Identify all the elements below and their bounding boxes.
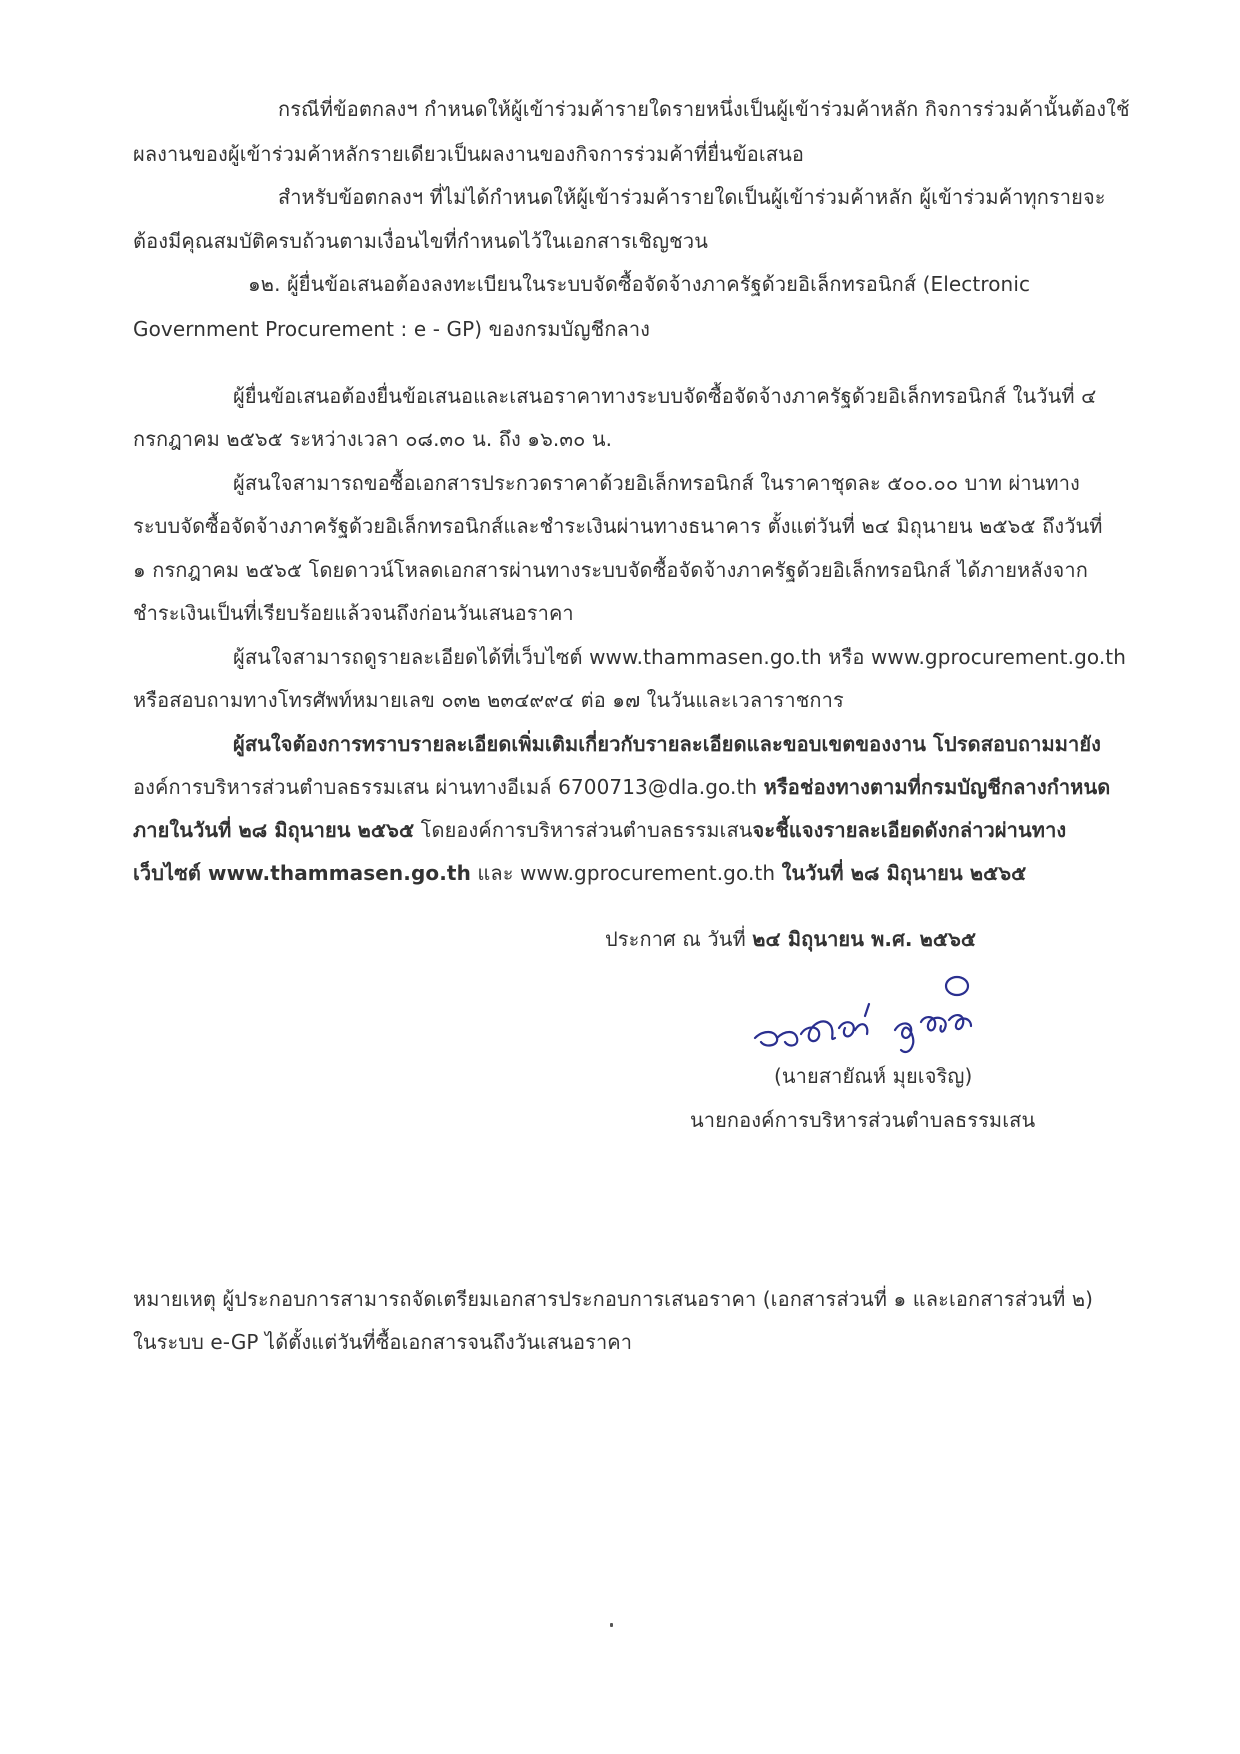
paragraph-text-bold: จะชี้แจงรายละเอียดดังกล่าวผ่านทาง	[752, 818, 1067, 842]
paragraph-text: และ www.gprocurement.go.th	[477, 861, 776, 885]
paragraph-line: ระบบจัดซื้อจัดจ้างภาครัฐด้วยอิเล็กทรอนิกส์และชำระเงินผ่านทางธนาคาร ตั้งแต่วันที่ ๒๔ มิถุนายน ๒๕๖๕ ถึงวันที่	[133, 514, 1103, 538]
paragraph-text-bold: ในวันที่ ๒๘ มิถุนายน ๒๕๖๕	[781, 861, 1027, 885]
paragraph-line: ผู้สนใจต้องการทราบรายละเอียดเพิ่มเติมเกี่ยวกับรายละเอียดและขอบเขตของงาน โปรดสอบถามมายัง	[233, 732, 1102, 756]
paragraph-line	[133, 858, 1026, 888]
paragraph-line	[133, 815, 1066, 845]
paragraph-line: ชำระเงินเป็นที่เรียบร้อยแล้วจนถึงก่อนวันเสนอราคา	[133, 601, 574, 625]
paragraph-line: ผู้ยื่นข้อเสนอต้องยื่นข้อเสนอและเสนอราคาทางระบบจัดซื้อจัดจ้างภาครัฐด้วยอิเล็กทรอนิกส์ ในวันที่ ๔	[233, 384, 1097, 408]
item-12-line: ๑๒. ผู้ยื่นข้อเสนอต้องลงทะเบียนในระบบจัดซื้อจัดจ้างภาครัฐด้วยอิเล็กทรอนิกส์ (Electronic	[248, 272, 1031, 296]
paragraph-line: สำหรับข้อตกลงฯ ที่ไม่ได้กำหนดให้ผู้เข้าร่วมค้ารายใดเป็นผู้เข้าร่วมค้าหลัก ผู้เข้าร่วมค้าทุกรายจะ	[278, 185, 1106, 209]
paragraph-text: องค์การบริหารส่วนตำบลธรรมเสน ผ่านทางอีเมล์ 6700713@dla.go.th	[133, 775, 758, 799]
paragraph-text-bold: เว็บไซต์ www.thammasen.go.th	[133, 861, 471, 885]
paragraph-line: หรือสอบถามทางโทรศัพท์หมายเลข ๐๓๒ ๒๓๔๙๙๔ ต่อ ๑๗ ในวันและเวลาราชการ	[133, 688, 844, 712]
paragraph-text: โดยองค์การบริหารส่วนตำบลธรรมเสน	[420, 818, 753, 842]
signer-name: (นายสายัณห์ มุยเจริญ)	[774, 1064, 973, 1088]
paragraph-line	[133, 772, 1110, 802]
scan-speck	[610, 1623, 613, 1627]
note-line: ในระบบ e-GP ได้ตั้งแต่วันที่ซื้อเอกสารจนถึงวันเสนอราคา	[133, 1330, 633, 1354]
paragraph-text-bold: ภายในวันที่ ๒๘ มิถุนายน ๒๕๖๕	[133, 818, 415, 842]
paragraph-line: ๑ กรกฎาคม ๒๕๖๕ โดยดาวน์โหลดเอกสารผ่านทางระบบจัดซื้อจัดจ้างภาครัฐด้วยอิเล็กทรอนิกส์ ได้ภายหลังจาก	[133, 558, 1088, 582]
paragraph-line: ผู้สนใจสามารถดูรายละเอียดได้ที่เว็บไซต์ www.thammasen.go.th หรือ www.gprocurement.go.th	[233, 645, 1127, 669]
paragraph-line: ต้องมีคุณสมบัติครบถ้วนตามเงื่อนไขที่กำหนดไว้ในเอกสารเชิญชวน	[133, 229, 708, 253]
item-12-line: Government Procurement : e - GP) ของกรมบัญชีกลาง	[133, 317, 651, 341]
paragraph-line: กรกฎาคม ๒๕๖๕ ระหว่างเวลา ๐๘.๓๐ น. ถึง ๑๖.๓๐ น.	[133, 427, 613, 451]
paragraph-text-bold: หรือช่องทางตามที่กรมบัญชีกลางกำหนด	[763, 775, 1111, 799]
note-line: หมายเหตุ ผู้ประกอบการสามารถจัดเตรียมเอกสารประกอบการเสนอราคา (เอกสารส่วนที่ ๑ และเอกสารส่วนที่ ๒)	[133, 1287, 1094, 1311]
announcement-label: ประกาศ ณ วันที่	[605, 927, 746, 951]
paragraph-line: กรณีที่ข้อตกลงฯ กำหนดให้ผู้เข้าร่วมค้ารายใดรายหนึ่งเป็นผู้เข้าร่วมค้าหลัก กิจการร่วมค้านั้นต้องใช้	[278, 97, 1130, 121]
paragraph-line: ผู้สนใจสามารถขอซื้อเอกสารประกวดราคาด้วยอิเล็กทรอนิกส์ ในราคาชุดละ ๕๐๐.๐๐ บาท ผ่านทาง	[233, 471, 1080, 495]
paragraph-line: ผลงานของผู้เข้าร่วมค้าหลักรายเดียวเป็นผลงานของกิจการร่วมค้าที่ยื่นข้อเสนอ	[133, 142, 804, 166]
announcement-date	[605, 924, 976, 954]
announcement-date-value: ๒๔ มิถุนายน พ.ศ. ๒๕๖๕	[752, 927, 977, 951]
signature-image	[745, 960, 1015, 1070]
signer-title: นายกองค์การบริหารส่วนตำบลธรรมเสน	[690, 1108, 1036, 1132]
